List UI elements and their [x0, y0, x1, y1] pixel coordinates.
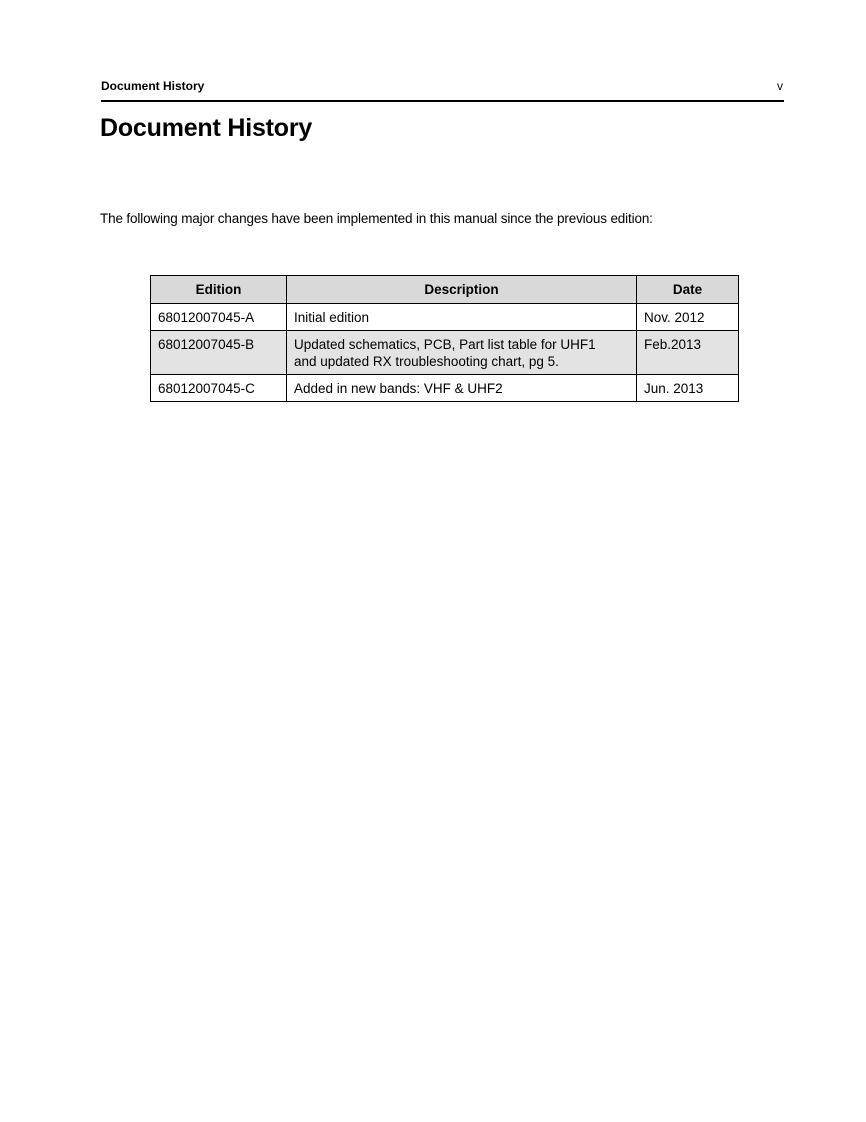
description-cell: [287, 304, 637, 331]
description-line: Updated schematics, PCB, Part list table for UHF1: [294, 337, 596, 352]
description-cell: [287, 375, 637, 402]
edition-cell: 68012007045-A: [151, 304, 287, 331]
column-header-description: Description: [287, 276, 637, 304]
description-line: Added in new bands: VHF & UHF2: [294, 381, 503, 396]
header-divider: [101, 100, 784, 102]
table-header-row: [151, 276, 739, 304]
edition-cell: 68012007045-B: [151, 331, 287, 375]
table-row: [151, 331, 739, 375]
column-header-edition: Edition: [151, 276, 287, 304]
date-cell: Feb.2013: [637, 331, 739, 375]
page-number: v: [777, 79, 783, 93]
running-header-title: Document History: [101, 79, 205, 93]
table-row: [151, 304, 739, 331]
description-line: Initial edition: [294, 310, 370, 325]
page-title: Document History: [100, 114, 313, 142]
running-header: [101, 78, 784, 94]
document-history-table: [150, 275, 739, 402]
column-header-date: Date: [637, 276, 739, 304]
table-row: [151, 375, 739, 402]
date-cell: Jun. 2013: [637, 375, 739, 402]
description-line: and updated RX troubleshooting chart, pg 5.: [294, 354, 559, 369]
date-cell: Nov. 2012: [637, 304, 739, 331]
intro-paragraph: The following major changes have been implemented in this manual since the previous edition:: [100, 211, 653, 226]
edition-cell: 68012007045-C: [151, 375, 287, 402]
description-cell: [287, 331, 637, 375]
